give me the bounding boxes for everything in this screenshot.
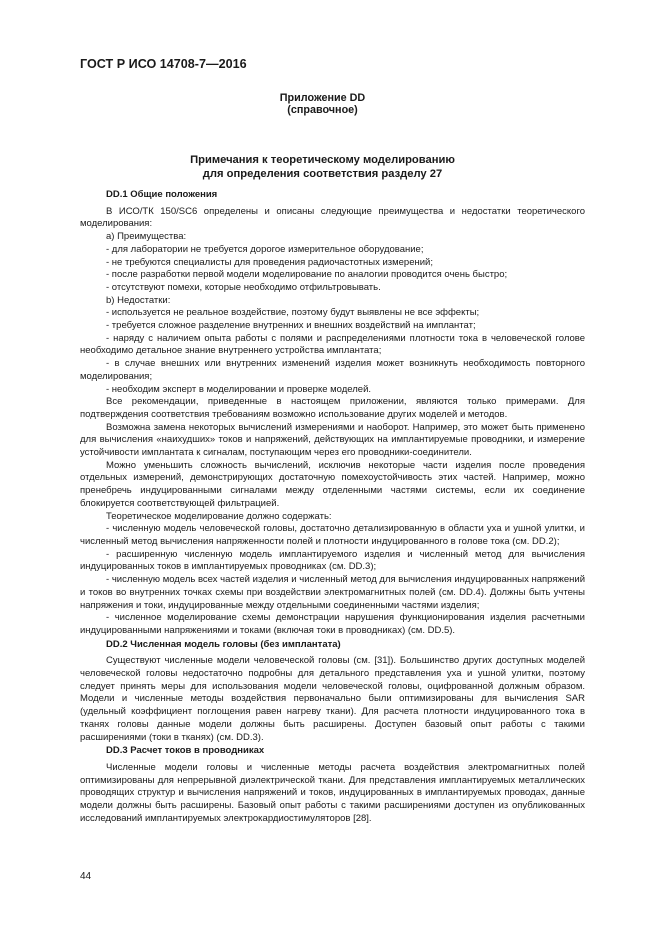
paragraph: Существуют численные модели человеческой головы (см. [31]). Большинство других доступных моделей человеческой головы недостаточно подробны для детального представления уха и ушной улитки, поэтому следует принять меры для использования модели человеческой головы, оцифрованной должным образом. Модели и численные методы воздействия первоначально были оптимизированы для вычисления SAR (удельный коэффициент поглощения равен нагреву ткани). Для расчета плотности индуцированного тока в тканях головы данные модели должны быть расширены. Доступен базовый опыт работы с такими расширениями (токи в тканях) (см. DD.3).	[80, 655, 585, 743]
document-body	[80, 189, 585, 825]
list-item: - требуется сложное разделение внутренних и внешних воздействий на имплантат;	[106, 320, 476, 332]
section-heading-dd2: DD.2 Численная модель головы (без имплантата)	[106, 638, 341, 650]
list-item: - наряду с наличием опыта работы с полями и распределениями плотности тока в человеческой голове необходимо детальное знание внутреннего устройства имплантата;	[80, 332, 585, 357]
list-item: - в случае внешних или внутренних изменений изделия может возникнуть необходимость повторного моделирования;	[80, 358, 585, 382]
list-item: - численное моделирование схемы демонстрации нарушения функционирования изделия расчетными индуцированными напряжениями и токами (включая токи в проводниках) (см. DD.5).	[80, 612, 585, 636]
section-heading-dd1: DD.1 Общие положения	[106, 189, 218, 200]
list-item: - необходим эксперт в моделировании и проверке моделей.	[106, 383, 372, 395]
notes-title-line-1: Примечания к теоретическому моделированию	[190, 154, 455, 166]
notes-title-line-2: для определения соответствия разделу 27	[202, 168, 443, 180]
list-item: - после разработки первой модели моделирование по аналогии проводится очень быстро;	[106, 269, 508, 281]
paragraph: Теоретическое моделирование должно содержать:	[106, 510, 332, 522]
appendix-title: Приложение DD	[279, 92, 366, 104]
page-number: 44	[80, 871, 92, 882]
list-item: - численную модель человеческой головы, достаточно детализированную в области уха и ушной улитки, и численный метод вычисления напряженности полей и плотности индуцированного в голове тока (см. DD.2);	[80, 523, 585, 547]
paragraph: Можно уменьшить сложность вычислений, исключив некоторые части изделия после проведения отдельных измерений, демонстрирующих достаточную помехоустойчивость этих частей. Например, можно пренебречь индуцированными сигналами между отделенными частями системы, если их соединение блокируется соответствующей фильтрацией.	[80, 459, 585, 509]
list-item: - отсутствуют помехи, которые необходимо отфильтровывать.	[106, 281, 381, 293]
list-item: - численную модель всех частей изделия и численный метод для вычисления индуцированных напряжений и токов во внутренних точках схемы при воздействии электромагнитных полей (см. DD.4). Должны быть учтены напряжения и токи, индуцированные между отдельными соединенными частями изделия;	[80, 574, 585, 611]
list-heading: b) Недостатки:	[106, 294, 171, 306]
appendix-subtitle: (справочное)	[287, 104, 358, 116]
document-header: ГОСТ Р ИСО 14708-7—2016	[80, 57, 247, 71]
paragraph: Возможна замена некоторых вычислений измерениями и наоборот. Например, это может быть применено для вычисления «наихудших» токов и напряжений, действующих на имплантируемые проводники, и измерение устойчивости имплантата к сигналам, поступающим через его проводники-соединители.	[80, 421, 585, 459]
paragraph: В ИСО/ТК 150/SC6 определены и описаны следующие преимущества и недостатки теоретического моделирования:	[80, 205, 585, 230]
list-heading: а) Преимущества:	[106, 231, 187, 243]
list-item: - для лаборатории не требуется дорогое измерительное оборудование;	[106, 243, 424, 255]
list-item: - расширенную численную модель имплантируемого изделия и численный метод для вычисления индуцированных токов в имплантируемых проводниках (см. DD.3);	[80, 548, 585, 573]
list-item: - используется не реальное воздействие, поэтому будут выявлены не все эффекты;	[106, 307, 480, 319]
section-heading-dd3: DD.3 Расчет токов в проводниках	[106, 745, 265, 757]
paragraph: Все рекомендации, приведенные в настоящем приложении, являются только примерами. Для подтверждения соответствия требованиям возможно использование других моделей и методов.	[80, 396, 585, 420]
paragraph: Численные модели головы и численные методы расчета воздействия электромагнитных полей оптимизированы для непрерывной диэлектрической ткани. Для представления имплантируемых металлических проводящих структур и вычисления напряжений и токов, индуцированных в имплантируемых проводах, данные модели должны быть расширены. Базовый опыт работы с такими расширениями доступен из опубликованных исследований имплантируемых электрокардиостимуляторов [28].	[80, 761, 585, 824]
list-item: - не требуются специалисты для проведения радиочастотных измерений;	[106, 256, 433, 268]
